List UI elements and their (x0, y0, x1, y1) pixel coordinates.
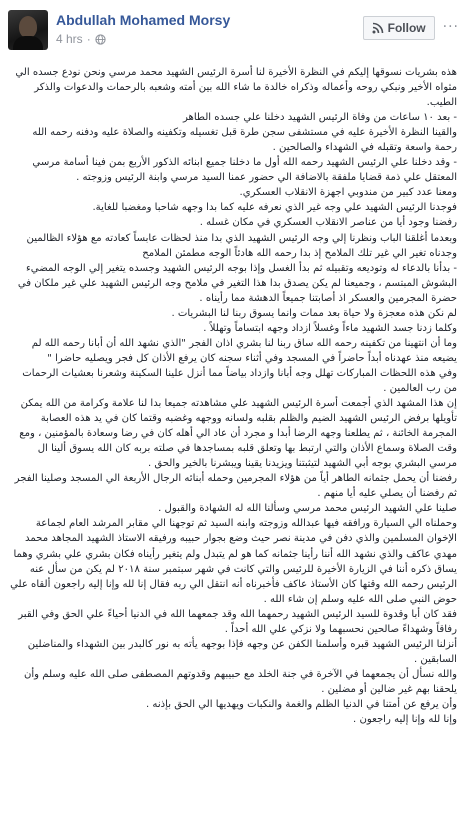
post-paragraph: إن هذا المشهد الذي أجمعت أسرة الرئيس الشهيد علي مشاهدته جميعا بدا لنا علامة وكرامة من الله يمكن تأويلها برفض الرئيس الشهيد الضيم والظلم بقلبه ولسانه ووجهه وغضبه وقتما كان في يد هذه العصابة المجرمة الخائنة ، ثم يطلعنا وجهه الرضا أبدا و مجرد أن عاد الي أهله كان في رضا وسعادة بالمؤمنين ، ومع وقت الصلاة وسماع الأذان والتي ارتبط بها وتعلق قلبه بمساجدها في صلته بربه كان الله يسوق ألينا ال مرسي البشري بوجه أبي الشهيد لتيثبتنا ويزيدنا يقينا ويبشرنا بالخير والحق . (19, 398, 457, 470)
rss-icon (372, 22, 384, 34)
post-paragraph: رفضنا وجود أيا من عناصر الانقلاب العسكري في مكان غسله . (199, 217, 457, 229)
post-paragraph: وأن يرفع عن أمتنا في الدنيا الظلم والغمة والنكبات ويهديها الي الحق بإذنه . (146, 698, 457, 710)
post-paragraph: والله نسأل أن يجمعهما في الآخرة في جنة الخلد مع حبيبهم وقدوتهم المصطفى صلى الله عليه وسلم وأن يلحقنا بهم غير ضالين أو مضلين . (23, 668, 457, 695)
post-paragraph: رفضنا أن يحمل جثمانه الطاهر أياً من هؤلاء المجرمين وحمله أبنائه الرجال الأربعة الي المسجد وصلينا الفجر ثم رفضنا أن يصلي عليه أيا منهم . (14, 473, 457, 500)
post-paragraph: وإنا لله وإنا إليه راجعون . (353, 714, 457, 726)
more-options-icon[interactable]: ··· (442, 19, 459, 35)
separator-dot: · (86, 32, 91, 46)
post-paragraph: أنزلنا الرئيس الشهيد قبره وأسلمنا الكفن عن وجهه فإذا بوجهه يأته به نور كالبدر بين الشهداء والمناضلين السابقين . (27, 638, 457, 665)
post-paragraph: صلينا علي الشهيد الرئيس محمد مرسي وسألنا الله له الشهادة والقبول . (158, 503, 457, 515)
avatar-face (19, 16, 37, 38)
follow-label: Follow (387, 21, 426, 35)
post-paragraph: وكلما زدنا جسد الشهيد ماءاً وغسلاً ازداد وجهه ابتساماً وتهللاً . (203, 322, 457, 334)
post-body (8, 65, 459, 727)
post-paragraph: وفي هذه اللحظات المباركات تهلل وجه أبانا وازداد بياضاً مما أنزل علينا السكينة وشعرنا بعشيات الرحمات من رب العالمين . (22, 367, 457, 394)
avatar-body (13, 36, 43, 50)
post-paragraph: - بعد ١٠ ساعات من وفاة الرئيس الشهيد دخلنا علي جسده الطاهر (182, 112, 457, 124)
post-paragraph: فوجدنا الرئيس الشهيد علي وجه غير الذي نعرفه عليه كما بدا وجهه شاحبا ومغضبا للغاية. (92, 202, 457, 214)
post-paragraph: وحملناه الي السيارة ورافقه فيها عبدالله وزوجته وابنه السيد ثم توجهنا الي مقابر المرشد العام لجماعة الإخوان المسلمين والذي دفن في مدينة نصر حيث وضع بجوار حبيبه ورفيقه الاستاذ الشهيد المجاهد محمد مهدي عاكف والذي نشهد الله أننا رأينا جثمانه كما هو لم يتبدل ولم يتغير رأيناه فكان بشري علي بشري وهما يساق ذكره أننا في الزيارة الأخيرة للرئيس والتي كانت في شهر سبتمبر سنة ٢٠١٨ لم يكن من سأل عنه الرئيس رحمه الله وقتها كان الأستاذ عاكف فأخبرناه أنه انتقل الي ربه فقال إنا لله وإنا إليه راجعون ألقاه علي حوض النبي صلى الله عليه وسلم إن شاء الله . (10, 518, 457, 605)
author-name[interactable]: Abdullah Mohamed Morsy (56, 12, 231, 28)
post-paragraph: وما أن انتهينا من تكفينه رحمه الله ساق ربنا لنا بشري اذان الفجر "الذي نشهد الله أن أبانا رحمه الله لم يضيعه منذ عهدناه أبداً حاضراً في المسجد وفي أثناء سجنه كان يرفع الأذان كل فجر ويصليه حاضرا " (31, 337, 457, 364)
post-header (8, 10, 459, 62)
post-time[interactable]: 4 hrs (56, 32, 83, 46)
globe-icon (95, 34, 106, 45)
post-paragraph: لم نكن هذه معجزة ولا حياة بعد ممات وانما يسوق ربنا لنا البشريات . (171, 307, 457, 319)
post-meta (56, 10, 363, 46)
post-paragraph: ومعنا عدد كبير من مندوبي اجهزة الانقلاب العسكري. (239, 187, 457, 199)
post-paragraph: وبعدما أغلقنا الباب ونظرنا إلي وجه الرئيس الشهيد الذي بدا منذ لحظات عابساً كعادته مع هؤلاء الظالمين وجدناه تغير الي غير تلك الملامح إذ بدا رحمه الله هادئاً الوجه مطمئن الملامح (26, 232, 457, 259)
post-paragraph: والقينا النظرة الأخيرة عليه في مستشفى سجن طرة قبل تغسيله وتكفينه والصلاة عليه ودفنه رحمه الله رحمة واسعة وتقبله في الشهداء والصالحين . (32, 127, 457, 154)
post-subline (56, 32, 363, 46)
avatar[interactable] (8, 10, 48, 50)
post-paragraph: فقد كان أبا وقدوة للسيد الرئيس الشهيد رحمهما الله وقد جمعهما الله في الدنيا أحياءً علي الحق وفي القبر رفاقاً وشهداءً صالحين نحسبهما ولا نزكي علي الله أحداً . (18, 608, 457, 635)
post-paragraph: - بدأنا بالدعاء له وتوديعه وتقبيله ثم بدأ الغسل وإذا بوجه الرئيس الشهيد وجسده يتغير إلي الوجه المضيء البشوش المبتسم ، وجميعنا لم يكن يصدق بدا هذا التغير في ملامح وجه الرئيس الشهيد علي غير ملكان في حضرة المجرمين والعسكر اذ أصابتنا جميعاً الدهشة مما رأيناه . (17, 262, 457, 304)
follow-button[interactable] (363, 16, 435, 40)
post-paragraph: - وقد دخلنا علي الرئيس الشهيد رحمه الله أول ما دخلنا جميع ابنائه الذكور الأربع بمن فينا أسامة مرسي المعتقل علي ذمة قضايا ملفقة بالاضافة الي حضور عمنا السيد مرسي وابنة الرئيس وزوجته . (32, 157, 457, 184)
post-paragraph: هذه بشريات نسوقها إليكم في النظرة الأخيرة لنا أسرة الرئيس الشهيد محمد مرسي ونحن نودع جسده الي مثواه الأخير ونبكي روحه وأعماله وذكراه خالدة ما شاء الله بين أمته وشعبه بالرحمات والدعوات والذكر الطيب. (15, 67, 457, 109)
